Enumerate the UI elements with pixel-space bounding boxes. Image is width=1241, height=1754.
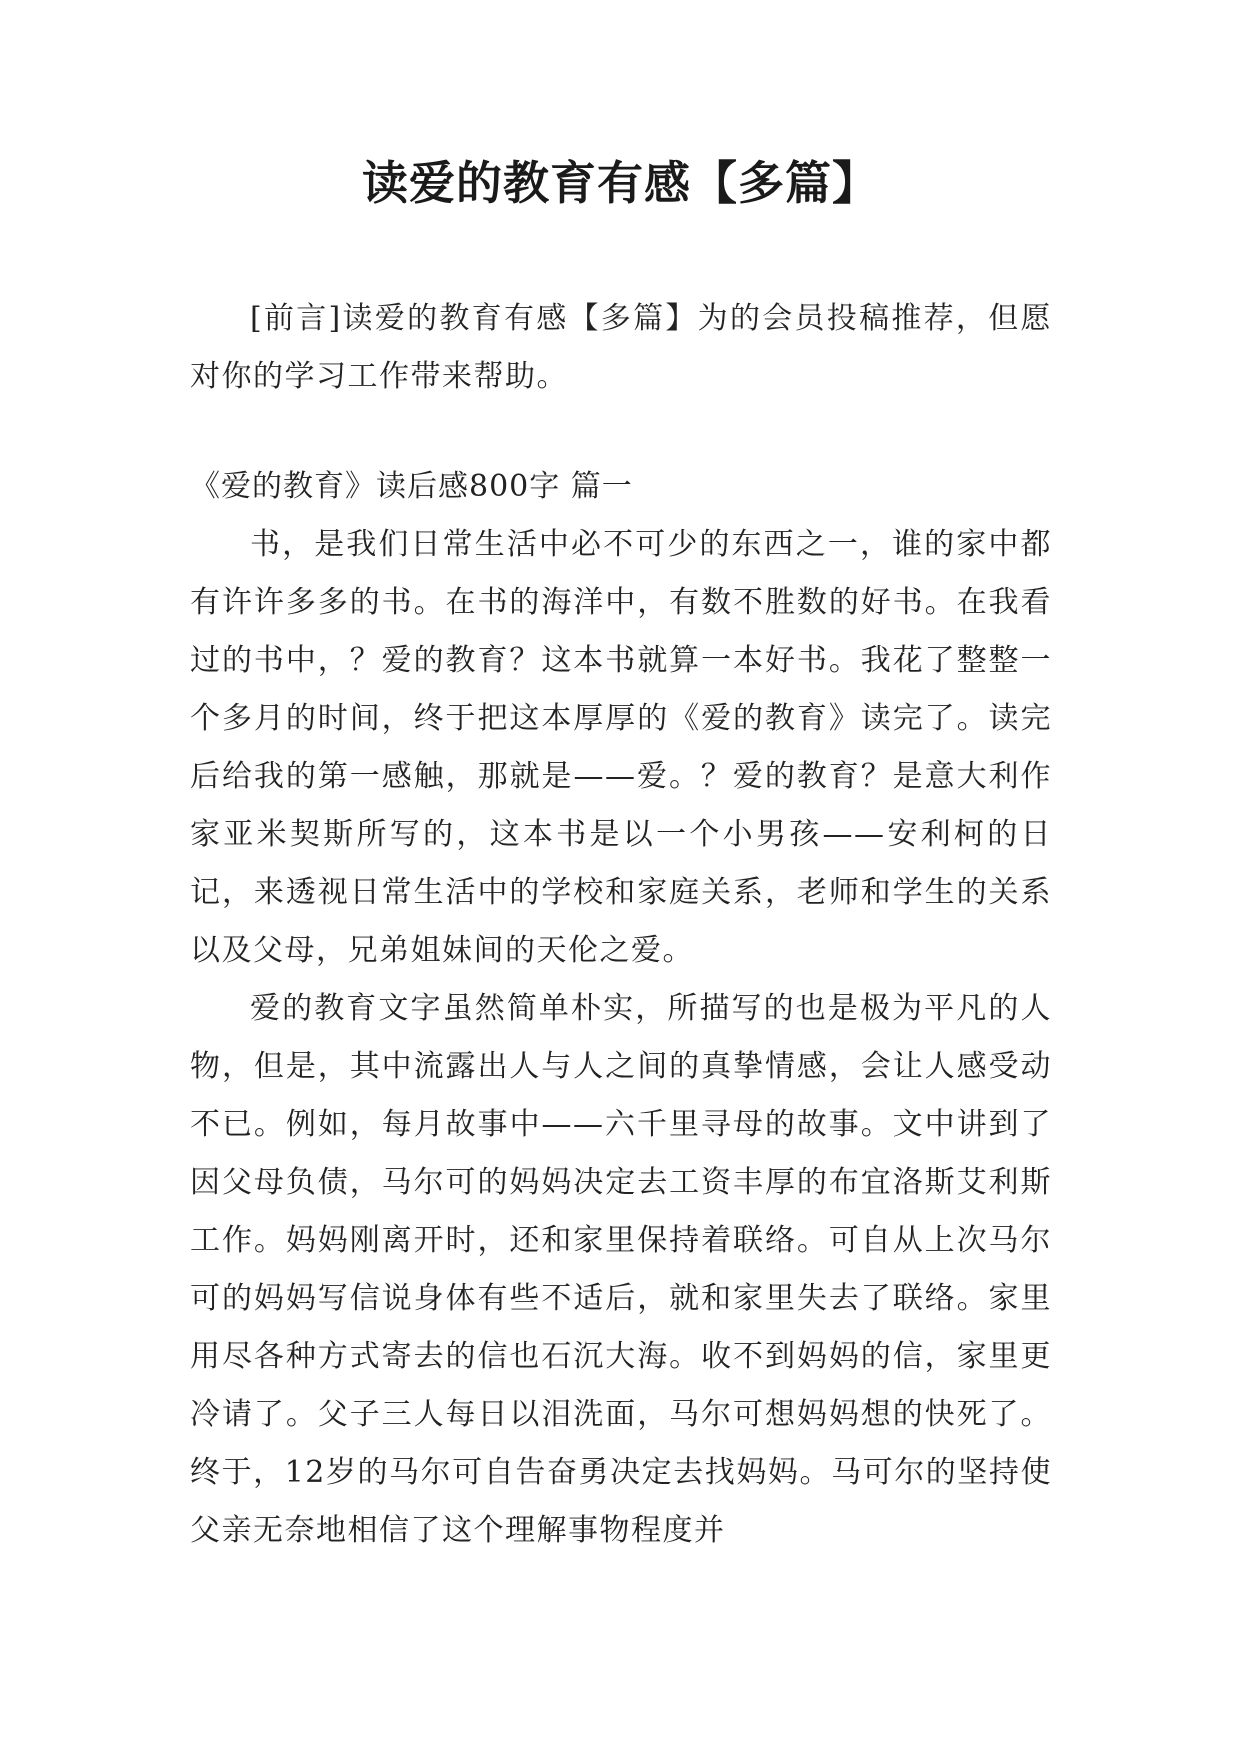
section-heading: 《爱的教育》读后感800字 篇一 — [190, 469, 633, 504]
section-1 — [190, 458, 1052, 1560]
document-title: 读爱的教育有感【多篇】 — [362, 156, 879, 210]
body-paragraph: 爱的教育文字虽然简单朴实，所描写的也是极为平凡的人物，但是，其中流露出人与人之间的真挚情感，会让人感受动不已。例如，每月故事中——六千里寻母的故事。文中讲到了因父母负债，马尔可的妈妈决定去工资丰厚的布宜洛斯艾利斯工作。妈妈刚离开时，还和家里保持着联络。可自从上次马尔可的妈妈写信说身体有些不适后，就和家里失去了联络。家里用尽各种方式寄去的信也石沉大海。收不到妈妈的信，家里更冷请了。父子三人每日以泪洗面，马尔可想妈妈想的快死了。终于，12岁的马尔可自告奋勇决定去找妈妈。马可尔的坚持使父亲无奈地相信了这个理解事物程度并 — [190, 991, 1052, 1548]
preface-block — [190, 290, 1052, 406]
preface-paragraph: [前言]读爱的教育有感【多篇】为的会员投稿推荐，但愿对你的学习工作带来帮助。 — [190, 301, 1052, 394]
body-paragraph: 书，是我们日常生活中必不可少的东西之一，谁的家中都有许许多多的书。在书的海洋中，有数不胜数的好书。在我看过的书中，？爱的教育？这本书就算一本好书。我花了整整一个多月的时间，终于把这本厚厚的《爱的教育》读完了。读完后给我的第一感触，那就是——爱。？爱的教育？是意大利作家亚米契斯所写的，这本书是以一个小男孩——安利柯的日记，来透视日常生活中的学校和家庭关系，老师和学生的关系以及父母，兄弟姐妹间的天伦之爱。 — [190, 527, 1052, 968]
